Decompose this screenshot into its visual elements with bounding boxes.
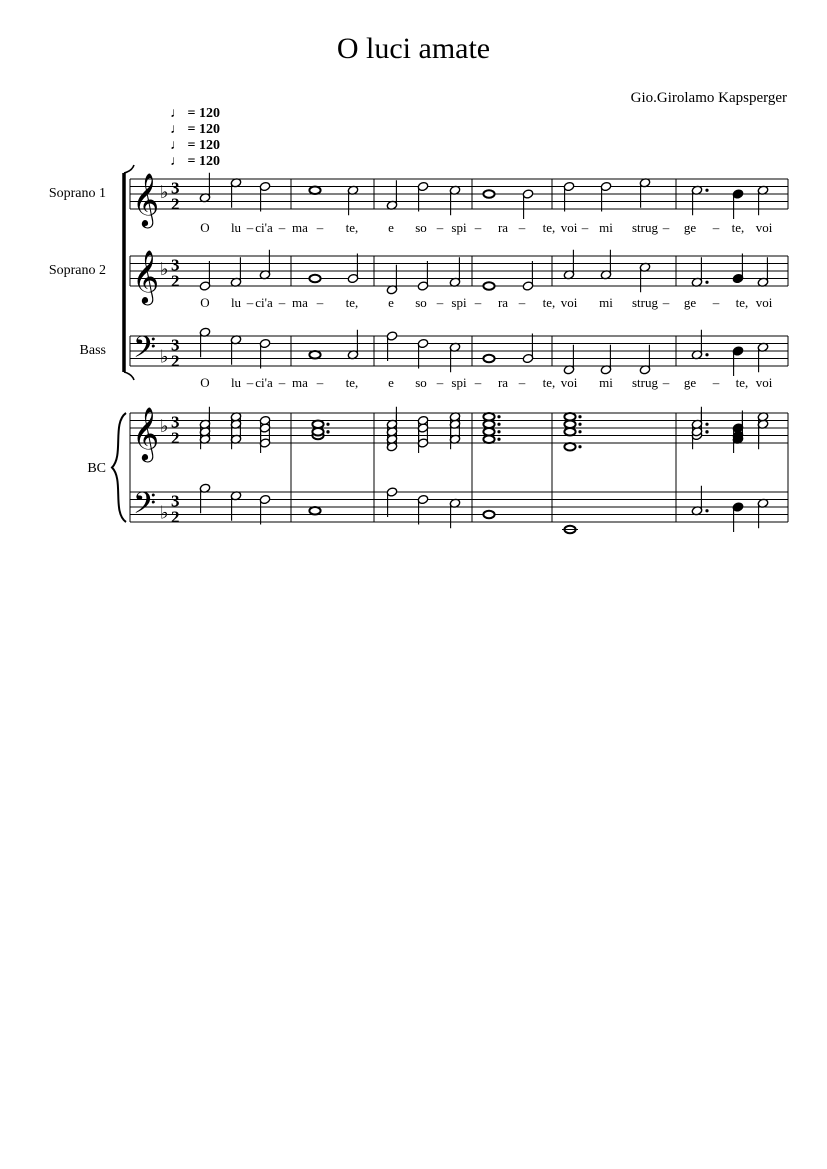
flat-icon: ♭ [160,182,169,203]
composer-name: Gio.Girolamo Kapsperger [630,90,787,106]
lyric-syllable: ge [683,220,697,235]
lyric-syllable: e [388,220,394,235]
note-head [564,443,575,450]
lyric-syllable: spi [451,220,467,235]
tempo-value-3: = 120 [187,138,220,153]
lyric-syllable: voi [755,295,773,310]
lyric-syllable: – [662,220,670,235]
tempo-mark-3: ♩ = 120 [170,138,220,153]
lyric-syllable: mi [599,295,613,310]
tempo-mark-1: ♩ = 120 [170,106,220,121]
lyric-syllable: mi [599,375,613,390]
note-head [312,428,323,435]
tempo-value-2: = 120 [187,122,220,137]
score-title: O luci amate [336,32,491,65]
lyric-syllable: – [316,375,324,390]
lyric-syllable: – [436,220,444,235]
lyric-syllable: strug [632,295,658,310]
lyric-syllable: – [518,220,526,235]
treble-clef-icon: 𝄞 [132,406,160,460]
lyric-syllable: – [662,295,670,310]
note-head [483,413,494,420]
lyric-syllable: – [316,295,324,310]
note-head [483,190,494,197]
note-head [564,413,575,420]
note-dot [578,430,581,433]
lyric-syllable: – [246,295,254,310]
time-signature-top: 3 [171,255,180,275]
lyric-syllable: – [278,220,286,235]
time-signature-top: 3 [171,178,180,198]
time-signature-bottom: 2 [171,507,180,527]
note-dot [578,445,581,448]
note-dot [497,438,500,441]
lyric-syllable: – [581,220,589,235]
lyric-syllable: ma [292,220,308,235]
lyric-syllable: ma [292,375,308,390]
lyric-syllable: mi [599,220,613,235]
lyric-syllable: – [246,375,254,390]
staff-label-bass: Bass [79,343,106,358]
lyric-syllable: ge [683,295,697,310]
lyric-syllable: te, [542,375,556,390]
lyric-syllable: so [415,295,427,310]
note-dot [326,423,329,426]
note-head [309,351,320,358]
time-signature-top: 3 [171,335,180,355]
lyric-syllable: – [518,295,526,310]
tempo-value-1: = 120 [187,106,220,121]
note-dot [497,423,500,426]
note-head [564,428,575,435]
treble-clef-icon: 𝄞 [132,249,160,303]
lyric-syllable: voi [560,220,578,235]
flat-icon: ♭ [160,259,169,280]
lyric-syllable: te, [735,375,749,390]
lyric-syllable: – [316,220,324,235]
time-signature-bottom: 2 [171,194,180,214]
note-dot [497,415,500,418]
lyric-syllable: ra [497,220,509,235]
note-head [483,428,494,435]
note-dot [705,423,708,426]
time-signatures [171,179,180,527]
treble-clef-icon: 𝄞 [132,172,160,226]
note-head [483,421,494,428]
key-signatures [160,182,169,524]
note-dot [326,430,329,433]
lyric-syllable: O [200,220,210,235]
flat-icon: ♭ [160,346,169,368]
lyric-syllable: te, [345,375,359,390]
lyric-syllable: so [415,375,427,390]
note-head [564,421,575,428]
tempo-mark-4: ♩ = 120 [170,154,220,169]
lyric-syllable: ge [683,375,697,390]
note-head [309,275,320,282]
lyric-syllable: ci'a [255,295,273,310]
lyric-syllable: ra [497,295,509,310]
lyric-syllable: lu [230,220,242,235]
lyric-syllable: – [278,375,286,390]
lyric-syllable: spi [451,295,467,310]
note-dot [705,353,708,356]
lyric-syllable: strug [632,375,658,390]
lyric-syllable: lu [230,375,242,390]
bass-clef-icon: 𝄢 [133,487,157,528]
lyric-syllable: e [388,295,394,310]
lyric-syllable: O [200,375,210,390]
time-signature-bottom: 2 [171,271,180,291]
lyric-syllable: te, [345,295,359,310]
lyric-syllable: voi [560,375,578,390]
note-head [483,511,494,518]
bass-clef-icon: 𝄢 [133,331,157,372]
note-head [483,436,494,443]
lyric-syllable: te, [345,220,359,235]
lyric-syllable: ci'a [255,375,273,390]
lyric-syllable: ci'a [255,220,273,235]
staff-label-soprano-2: Soprano 2 [48,263,106,278]
lyric-syllable: O [200,295,210,310]
flat-icon: ♭ [160,416,169,437]
note-dot [705,509,708,512]
clefs [132,172,159,528]
lyric-syllable: – [662,375,670,390]
lyric-syllable: strug [632,220,658,235]
lyric-syllable: voi [755,375,773,390]
note-head [483,282,494,289]
lyric-syllable: e [388,375,394,390]
lyric-syllable: lu [230,295,242,310]
time-signature-bottom: 2 [171,351,180,371]
note-dot [497,430,500,433]
lyric-syllable: ra [497,375,509,390]
lyric-syllable: te, [735,295,749,310]
lyric-syllable: – [518,375,526,390]
tempo-value-4: = 120 [187,154,220,169]
lyrics-bass [200,375,772,390]
note-dot [578,423,581,426]
lyric-syllable: spi [451,375,467,390]
lyric-syllable: – [474,375,482,390]
note-dot [578,415,581,418]
bc-brace [112,413,126,522]
lyric-syllable: so [415,220,427,235]
note-head [483,355,494,362]
lyric-syllable: voi [755,220,773,235]
lyric-syllable: – [436,375,444,390]
choir-bracket-bottom [124,372,134,380]
staff-label-soprano-1: Soprano 1 [48,186,106,201]
note-head [309,507,320,514]
lyric-syllable: – [474,220,482,235]
note-head [312,421,323,428]
lyric-syllable: – [712,375,720,390]
flat-icon: ♭ [160,502,169,524]
note-head [309,187,320,194]
lyric-syllable: – [474,295,482,310]
lyrics-soprano-2 [200,295,772,310]
staff-label-bc: BC [87,461,106,476]
time-signature-bottom: 2 [171,428,180,448]
lyric-syllable: te, [731,220,745,235]
time-signature-top: 3 [171,412,180,432]
note-dot [705,281,708,284]
lyric-syllable: te, [542,295,556,310]
time-signature-top: 3 [171,491,180,511]
lyric-syllable: ma [292,295,308,310]
lyric-syllable: – [436,295,444,310]
lyric-syllable: – [278,295,286,310]
lyric-syllable: voi [560,295,578,310]
note-dot [705,430,708,433]
lyric-syllable: – [246,220,254,235]
lyric-syllable: – [712,220,720,235]
lyric-syllable: – [712,295,720,310]
note-dot [705,189,708,192]
music-score [0,0,827,560]
tempo-mark-2: ♩ = 120 [170,122,220,137]
lyric-syllable: te, [542,220,556,235]
lyrics-soprano-1 [200,220,772,235]
